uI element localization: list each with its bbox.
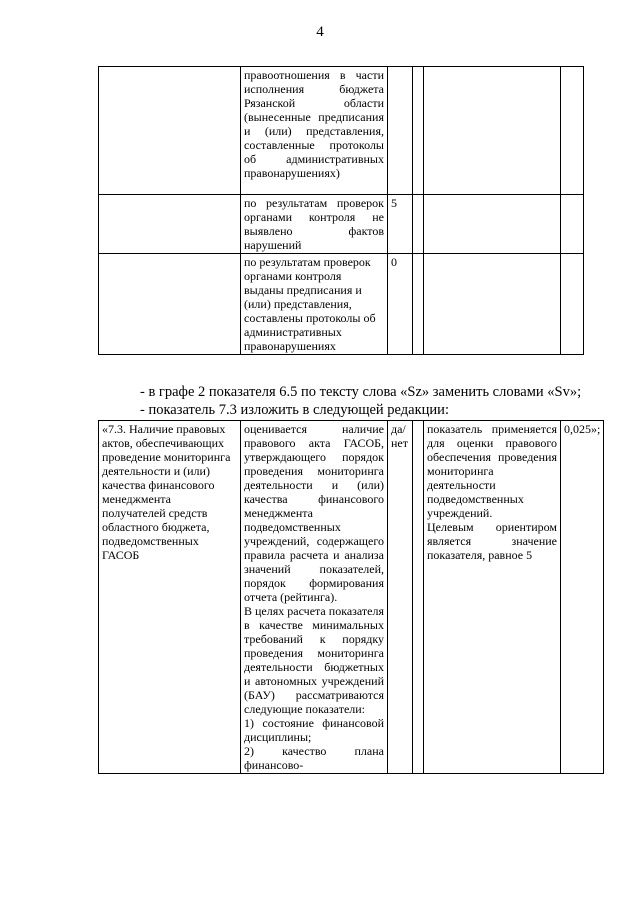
instruction-line: - в графе 2 показателя 6.5 по тексту слова «Sz» заменить словами «Sv»;	[140, 384, 582, 400]
indicator-name: «7.3. Наличие правовых актов, обеспечивающих проведение мониторинга деятельности и (или) качества финансового менеджмента получателей средств областного бюджета, подведомственных ГАСОБ	[99, 421, 241, 774]
method-paragraph: В целях расчета показателя в качестве минимальных требований к порядку проведения мониторинга деятельности бюджетных и автономных учреждений (БАУ) рассматриваются следующие показатели:	[244, 604, 384, 716]
table-row	[99, 421, 604, 774]
criteria-text: по результатам проверок органами контроля выданы предписания и (или) представления, составлены протоколы об административных правонарушениях	[241, 254, 388, 355]
comment-paragraph: Целевым ориентиром является значение показателя, равное 5	[427, 520, 557, 562]
table-row	[99, 195, 584, 254]
table-row	[99, 254, 584, 355]
indicator-method	[241, 421, 388, 774]
indicator-comment	[424, 421, 561, 774]
table-row	[99, 67, 584, 195]
criteria-table-continued	[98, 66, 584, 355]
score-cell: 5	[388, 195, 413, 254]
score-cell: 0	[388, 254, 413, 355]
weight-cell: 0,025»;	[561, 421, 604, 774]
answer-cell: да/ нет	[388, 421, 413, 774]
criteria-text: правоотношения в части исполнения бюджета Рязанской области (вынесенные предписания и (или) представления, составленные протоколы об административных правонарушениях)	[241, 67, 388, 195]
criteria-text: по результатам проверок органами контроля не выявлено фактов нарушений	[241, 195, 388, 254]
score-cell	[388, 67, 413, 195]
method-paragraph: 2) качество плана финансово-	[244, 744, 384, 772]
method-paragraph: 1) состояние финансовой дисциплины;	[244, 716, 384, 744]
instruction-line: - показатель 7.3 изложить в следующей редакции:	[140, 402, 449, 418]
page-number: 4	[316, 24, 324, 40]
method-paragraph: оценивается наличие правового акта ГАСОБ, утверждающего порядок проведения мониторинга деятельности и (или) качества финансового менеджмента подведомственных учреждений, содержащего правила расчета и анализа значений показателей, порядок формирования отчета (рейтинга).	[244, 422, 384, 604]
comment-paragraph: показатель применяется для оценки правового обеспечения проведения мониторинга деятельности подведомственных учреждений.	[427, 422, 557, 520]
indicator-7-3-table	[98, 420, 604, 774]
